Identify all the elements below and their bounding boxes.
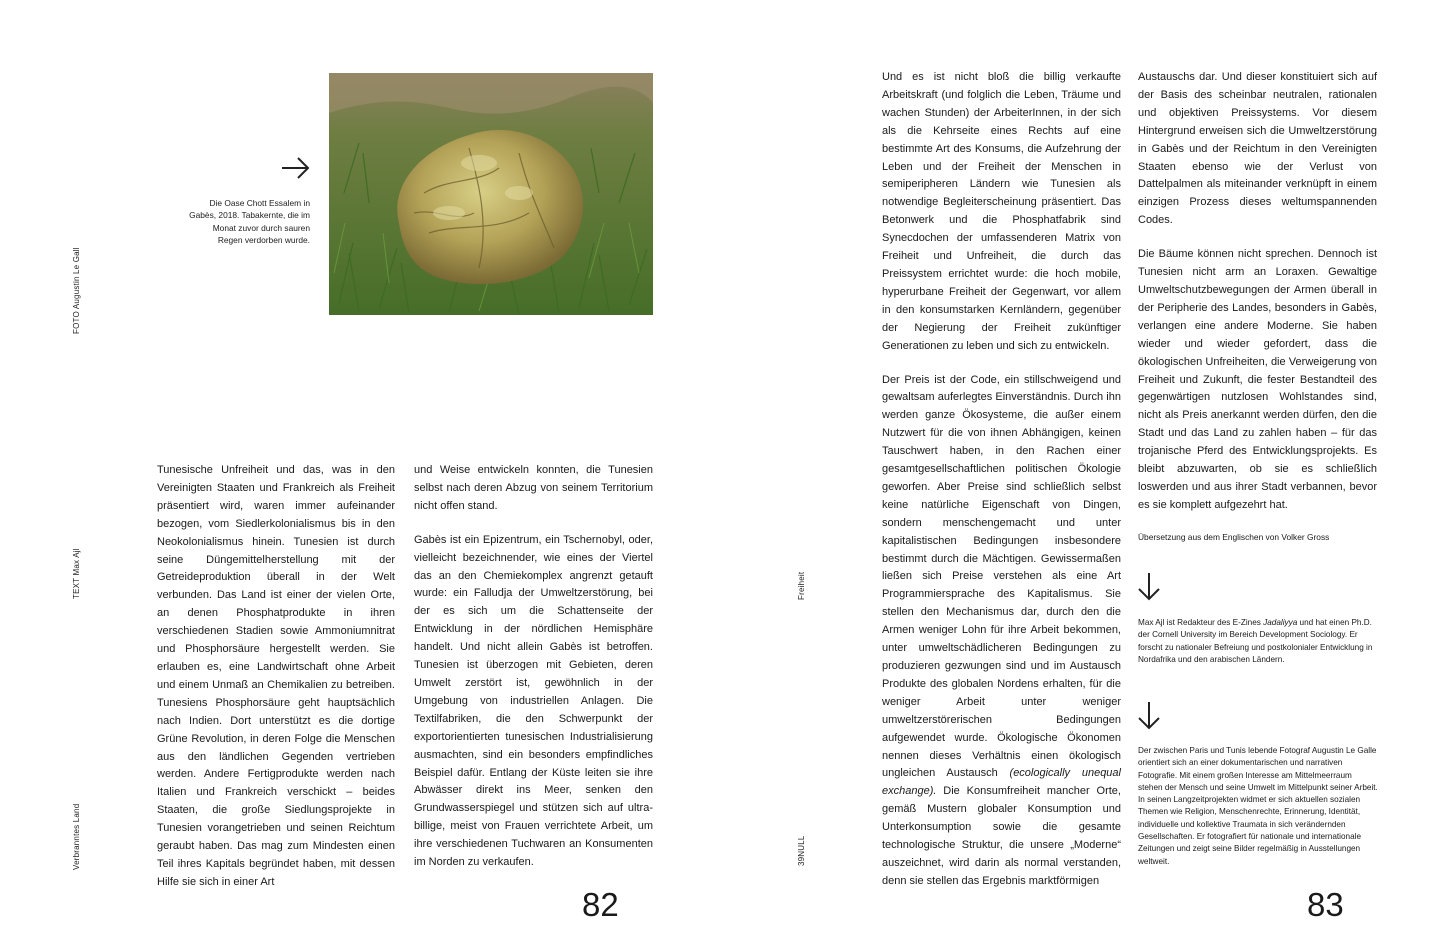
photo-credit: FOTO Augustin Le Gall: [72, 247, 81, 334]
arrow-right-icon: [281, 156, 311, 180]
paragraph: Gabès ist ein Epizentrum, ein Tschernobyl, oder, vielleicht bezeichnender, wie eines der Viertel das an den Chemiekomplex angrenzt getauft wurde: ein Falludja der Umweltzerstörung, bei der es sich um die Schattenseite der Entwicklung in der nördlichen Hemisphäre handelt. Und nicht allein Gabès ist betroffen. Tunesien ist überzogen mit Gebieten, deren Umwelt zerstört ist, gewöhnlich in der Umgebung von industriellen Anlagen. Die Textilfabriken, die den Schwerpunkt der exportorientierten tunesischen Industrialisierung ausmachten, sind ein besonders empfindliches Beispiel dafür. Entlang der Küste leiten sie ihre Abwässer direkt ins Meer, senken den Grundwasserspiegel und stützen sich auf ultra-billige, meist von Frauen verrichtete Arbeit, um ihre verschiedenen Tuchwaren an Konsumenten im Norden zu verkaufen.: [414, 533, 653, 869]
topic-label: Freiheit: [797, 571, 806, 600]
page-number: 82: [582, 886, 619, 923]
text-run: Die Konsumfreiheit mancher Orte, gemäß Mustern globaler Konsumption und Unterkonsumption sowie die gesamte technologische Struktur, die unsere „Moderne“ auszeichnet, wird darin als normal verstanden, denn sie stellen das Ergebnis marktförmigen: [882, 785, 1121, 887]
arrow-down-icon: [1137, 701, 1161, 731]
left-column-1: [157, 462, 395, 908]
text-run: Max Ajl ist Redakteur des E-Zines: [1138, 618, 1264, 627]
magazine-label: 39NULL: [797, 835, 806, 866]
author-bio: [1138, 617, 1378, 666]
tobacco-harvest-photo: [329, 73, 653, 315]
right-page: [725, 0, 1449, 942]
right-column-1: [882, 69, 1121, 907]
left-page: [0, 0, 724, 942]
text-run: und hat einen Ph.D. der Cornell University im Bereich Development Sociology. Er forscht zu nationaler Befreiung und postkolonialer Entwicklung in Nordafrika und den arabischen Ländern.: [1138, 618, 1373, 664]
paragraph: Und es ist nicht bloß die billig verkaufte Arbeitskraft (und folglich die Leben, Träume und wachen Stunden) der ArbeiterInnen, in der sich als die Kehrseite eines Rechts auf eine bestimmte Art des Konsums, die Aufzehrung der Leben und der Freiheit der Menschen in semiperipheren Ländern wie Tunesien als notwendige Begleiterscheinung präsentiert. Das Betonwerk und die Phosphatfabrik sind Synecdochen der umfassenderen Matrix von Freiheit und Unfreiheit, die durch das Preissystem errichtet wurde: die hoch mobile, hyperurbane Freiheit der Gegenwart, vor allem in den konsumstarken Kernländern, gegenüber der Negierung der Freiheit zukünftiger Generationen zu leben und sich zu entwickeln.: [882, 71, 1121, 352]
arrow-down-icon: [1137, 572, 1161, 602]
paragraph: und Weise entwickeln konnten, die Tunesien selbst nach deren Abzug von seinem Territorium nicht offen stand.: [414, 464, 653, 512]
italic-term: Jadaliyya: [1263, 618, 1298, 627]
photographer-bio: Der zwischen Paris und Tunis lebende Fotograf Augustin Le Galle orientiert sich an einer dokumentarischen und narrativen Fotografie. Mit einem großen Interesse am Mittelmeerraum stehen der Mensch und seine Umwelt im Mittelpunkt seiner Arbeit. In seinen Langzeitprojekten widmet er sich aktuellen sozialen Themen wie Religion, Menschenrechte, Erinnerung, Identität, individuelle und kollektive Traumata in sich verändernden Gesellschaften. Er fotografiert für nationale und internationale Zeitungen und zeigt seine Bilder regelmäßig in Ausstellungen weltweit.: [1138, 746, 1378, 866]
paragraph: [882, 372, 1121, 891]
translation-note: Übersetzung aus dem Englischen von Volker Gross: [1138, 531, 1330, 542]
page-number: 83: [1307, 886, 1344, 923]
right-column-2: [1138, 69, 1377, 559]
italic-term: (ecologically unequal exchange).: [882, 767, 1121, 798]
section-label: Verbranntes Land: [72, 803, 81, 870]
paragraph: Die Bäume können nicht sprechen. Dennoch ist Tunesien nicht arm an Loraxen. Gewaltige Umweltschutzbewegungen der Armen überall in der Peripherie des Landes, besonders in Gabès, verlangen eine andere Moderne. Sie haben wieder und wieder gefordert, dass die ökologischen Unfreiheiten, die Verweigerung von Freiheit und Zukunft, die fester Bestandteil des gegenwärtigen nutzlosen Wohlstandes sind, nicht als Preis anerkannt werden dürfen, den die Stadt und das Land zu zahlen haben – für das trojanische Pferd des Entwicklungsprojekts. Es bleibt abzuwarten, ob sie es schließlich loswerden und aus ihrer Stadt verbannen, bevor es sie komplett aufgezehrt hat.: [1138, 248, 1377, 511]
paragraph: Austauschs dar. Und dieser konstituiert sich auf der Basis des scheinbar neutralen, rationalen und objektiven Preissystems. Vor diesem Hintergrund erweisen sich die Umweltzerstörung in Gabès und der Reichtum in den Vereinigten Staaten ebenso wie der Verlust von Dattelpalmen als miteinander verknüpft in einem einzigen Prozess dieses weltumspannenden Codes.: [1138, 71, 1377, 227]
paragraph: Tunesische Unfreiheit und das, was in den Vereinigten Staaten und Frankreich als Freiheit präsentiert wird, waren immer aufeinander bezogen, vom Siedlerkolonialismus bis in den Neokolonialismus hinein. Tunesien ist durch seine Düngemittelherstellung mit der Getreideproduktion überall in der Welt verbunden. Das Land ist einer der vielen Orte, an denen Phosphatprodukte in ihren verschiedenen Stadien sowie Ammoniumnitrat und Phosphorsäure hergestellt werden. Sie erlauben es, eine Landwirtschaft ohne Arbeit und einem Unmaß an Chemikalien zu betreiben. Tunesiens Phosphorsäure geht hauptsächlich nach Indien. Dort unterstützt es die dortige Grüne Revolution, in deren Folge die Menschen aus den ländlichen Gegenden vertrieben werden. Andere Fertigprodukte werden nach Italien und Frankreich verschickt – beides Staaten, die große Siedlungsprojekte in Tunesien vorangetrieben und seinen Reichtum geraubt haben. Das mag zum Mindesten einen Teil ihres Kapitals begründet haben, mit dessen Hilfe sie sich in einer Art: [157, 464, 395, 888]
photo-caption: Die Oase Chott Essalem in Gabès, 2018. Tabakernte, die im Monat zuvor durch sauren Regen verdorben wurde.: [189, 198, 310, 246]
left-column-2: [414, 462, 653, 888]
text-credit: TEXT Max Ajl: [72, 548, 81, 599]
text-run: Der Preis ist der Code, ein stillschweigend und gewaltsam auferlegtes Einverständnis. Durch ihn werden ganze Ökosysteme, die außer einem Nutzwert für die von ihnen Abhängigen, keinen Tauschwert haben, in den Rachen einer gesamtgesellschaftlichen politischen Ökologie geworfen. Aber Preise sind schließlich selbst keine natürliche Eigenschaft von Dingen, sondern menschengemacht und unter kapitalistischen Bedingungen insbesondere bestimmt durch die Mächtigen. Gewissermaßen ließen sich Preise verstehen als eine Art Programmiersprache des Kapitalismus. Sie stellen den Mechanismus dar, durch den die Armen weniger Lohn für ihre Arbeit bekommen, unter umweltschädlicheren Bedingungen zu produzieren gezwungen sind und im Austausch Produkte des globalen Nordens erhalten, für die weniger Arbeit unter weniger umweltzerstörerischen Bedingungen aufgewendet wurde. Ökologische Ökonomen nennen dieses Verhältnis einen ökologisch ungleichen Austausch: [882, 373, 1121, 780]
